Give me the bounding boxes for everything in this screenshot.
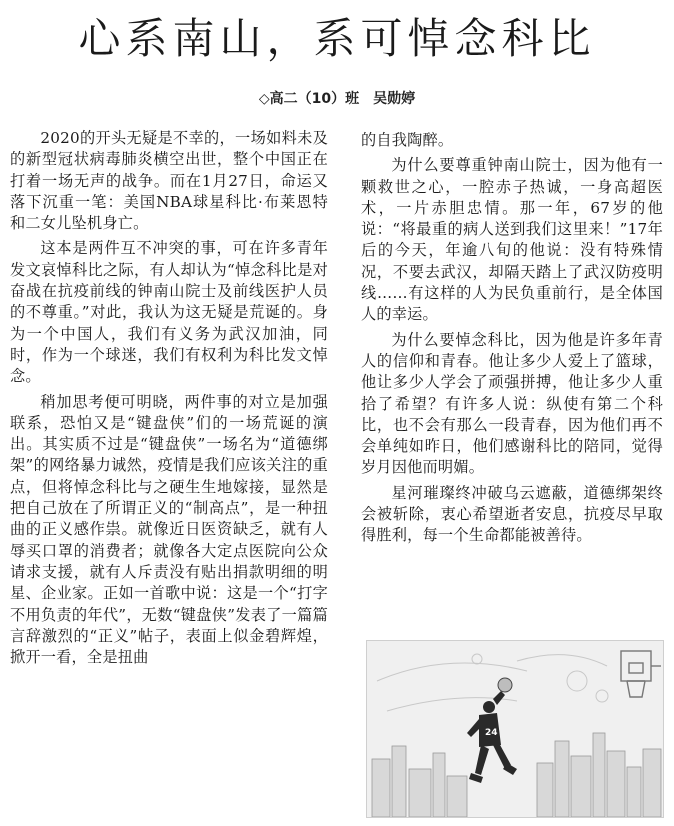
paragraph: 为什么要悼念科比，因为他是许多年青人的信仰和青春。他让多少人爱上了篮球，他让多少人学会了顽强拼搏，他让多少人重拾了希望？有许多人说：纵使有第二个科比，也不会有那么一段青春，因为他们再不会单纯如昨日，他们感谢科比的陪同，觉得岁月因他而明媚。 (361, 330, 663, 477)
left-column (10, 128, 328, 672)
article-title: 心系南山，系可悼念科比 (78, 14, 596, 63)
paragraph: 稍加思考便可明晓，两件事的对立是加强联系，恐怕又是“键盘侠”们的一场荒诞的演出。其实质不过是“键盘侠”一场名为“道德绑架”的网络暴力诚然，疫情是我们应该关注的重点，但将悼念科比与之硬生生地嫁接，显然是把自己放在了所谓正义的“制高点”，是一种扭曲的正义感作祟。就像近日医资缺乏，就有人辱买口罩的消费者；就像各大定点医院向公众请求支援，就有人斥责没有贴出捐款明细的明星、企业家。正如一首歌中说：这是一个“打字不用负责的年代”，无数“键盘侠”发表了一篇篇言辞激烈的“正义”帖子，表面上似金碧辉煌，掀开一看，全是扭曲 (10, 392, 328, 667)
basketball-player-sketch-icon (366, 640, 664, 818)
jersey-number: 24 (485, 728, 498, 738)
paragraph-continued: 的自我陶醉。 (361, 131, 454, 149)
paragraph: 星河璀璨终冲破乌云遮蔽，道德绑架终会被斩除，衷心希望逝者安息，抗疫尽早取得胜利，每一个生命都能被善待。 (361, 483, 663, 545)
paragraph: 为什么要尊重钟南山院士，因为他有一颗救世之心，一腔赤子热诚，一身高超医术，一片赤胆忠情。那一年，67岁的他说：“将最重的病人送到我们这里来！”17年后的今天，年逾八旬的他说：没有特殊情况，不要去武汉，却隔天踏上了武汉防疫明线……有这样的人为民负重前行，是全体国人的幸运。 (361, 156, 663, 324)
ball-icon (498, 678, 512, 692)
right-column (361, 130, 663, 551)
paragraph: 2020的开头无疑是不幸的，一场如料未及的新型冠状病毒肺炎横空出世，整个中国正在打着一场无声的战争。而在1月27日，命运又落下沉重一笔：美国NBA球星科比·布莱恩特和二女儿坠机身亡。 (10, 129, 328, 233)
byline-author: 吴勋婷 (373, 91, 416, 107)
byline-class: ◇高二（10）班 (258, 91, 360, 107)
paragraph: 这本是两件互不冲突的事，可在许多青年发文哀悼科比之际，有人却认为“悼念科比是对奋战在抗疫前线的钟南山院士及前线医护人员的不尊重。”对此，我认为这无疑是荒诞的。身为一个中国人，我们有义务为武汉加油，同时，作为一个球迷，我们有权利为科比发文悼念。 (10, 239, 328, 386)
byline (0, 88, 674, 108)
